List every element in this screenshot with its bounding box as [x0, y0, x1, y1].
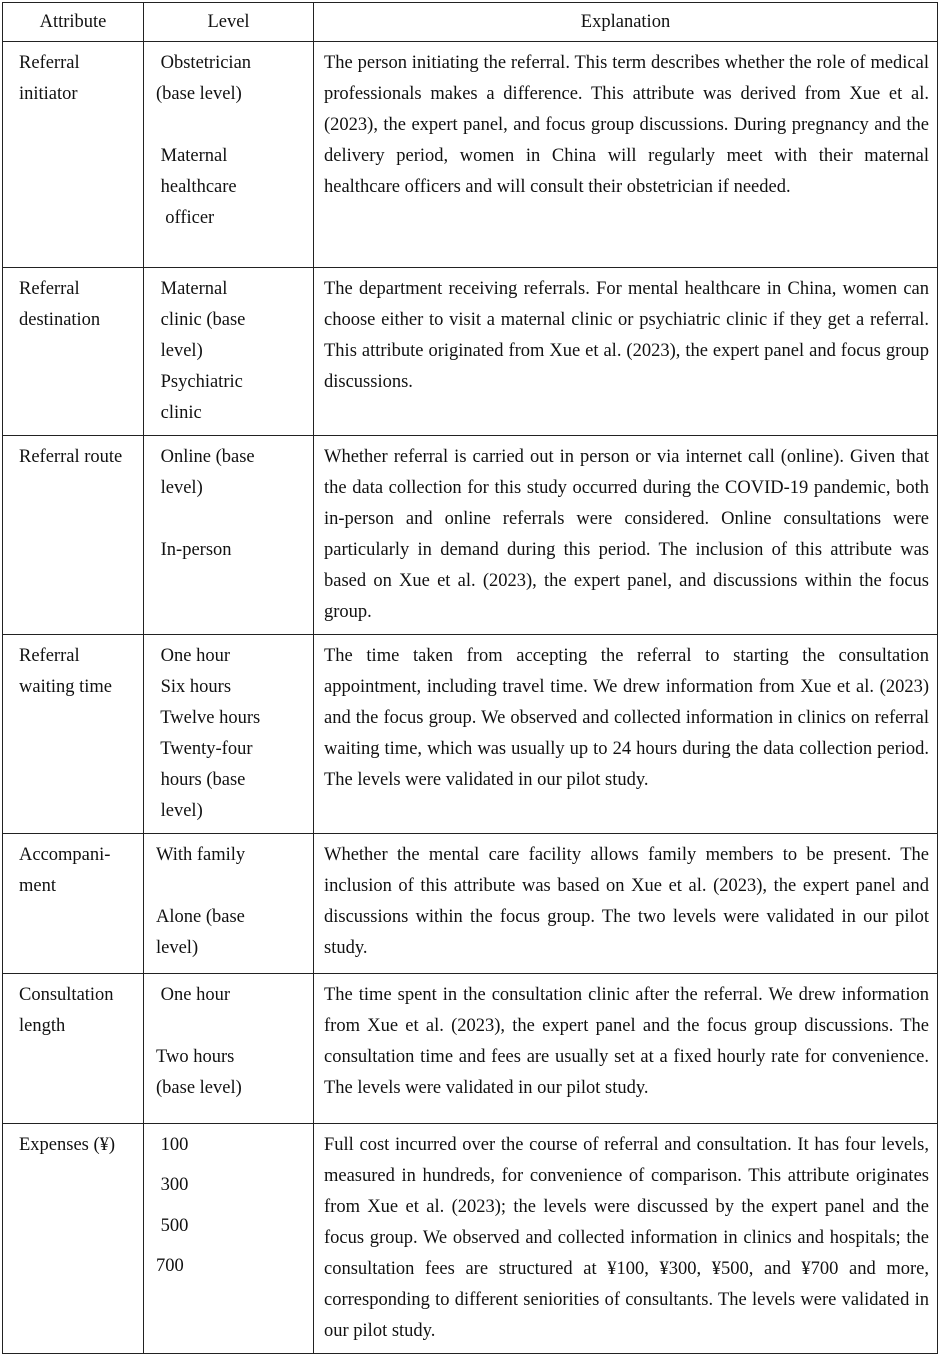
level-option: [156, 367, 307, 429]
level-spacer: [156, 504, 307, 535]
explanation-cell: [314, 1124, 938, 1354]
table-body: [3, 42, 938, 1354]
level-option: [156, 442, 307, 504]
level-line: One hour: [156, 646, 230, 666]
attributes-table: [2, 2, 938, 1354]
level-option: [156, 1042, 307, 1104]
level-line: Obstetrician: [156, 53, 252, 73]
attribute-name-line: length: [19, 1016, 66, 1036]
attribute-cell: [3, 268, 144, 436]
explanation-text: The time taken from accepting the referral to starting the consultation appointment, including travel time. We drew information from Xue et al. (2023) and the focus group. We observed and collected information in clinics on referral waiting time, which was usually up to 24 hours during the data collection period. The levels were validated in our pilot study.: [324, 646, 929, 790]
level-line: level): [156, 801, 203, 821]
attribute-cell: [3, 42, 144, 268]
level-line: Alone (base: [156, 907, 245, 927]
attribute-cell: [3, 1124, 144, 1354]
explanation-text: The time spent in the consultation clinic after the referral. We drew information from Xue et al. (2023), the expert panel and the focus group discussions. The consultation time and fees are usually set at a fixed hourly rate for convenience. The levels were validated in our pilot study.: [324, 985, 929, 1098]
table-row: [3, 42, 938, 268]
level-option: [156, 980, 307, 1011]
header-attribute: Attribute: [3, 3, 144, 42]
attribute-name-line: Referral: [19, 279, 80, 299]
level-option: [156, 274, 307, 367]
attribute-name-line: Consultation: [19, 985, 114, 1005]
level-line: Twenty-four: [156, 739, 253, 759]
level-spacer: [156, 110, 307, 141]
attribute-cell: [3, 635, 144, 834]
attribute-name-line: initiator: [19, 84, 78, 104]
level-line: 300: [156, 1175, 189, 1196]
level-spacer: [156, 1011, 307, 1042]
level-line: hours (base: [156, 770, 246, 790]
level-option: [156, 141, 307, 234]
header-level: Level: [144, 3, 314, 42]
level-cell: [144, 635, 314, 834]
explanation-text: Full cost incurred over the course of referral and consultation. It has four levels, measured in hundreds, for convenience of comparison. This attribute originates from Xue et al. (2023); the levels were discussed by the expert panel and the focus group. We observed and collected information in clinics and hospitals; the consultation fees are structured at ¥100, ¥300, ¥500, and ¥700 and more, corresponding to different seniorities of consultants. The levels were validated in our pilot study.: [324, 1135, 929, 1341]
level-line: level): [156, 478, 203, 498]
level-line: Online (base: [156, 447, 255, 467]
level-line: clinic: [156, 403, 202, 423]
level-spacer: [156, 1242, 307, 1251]
table-row: [3, 635, 938, 834]
header-explanation: Explanation: [314, 3, 938, 42]
level-line: 700: [156, 1255, 184, 1276]
level-cell: [144, 1124, 314, 1354]
attribute-cell: [3, 834, 144, 974]
level-option: [156, 1251, 307, 1282]
level-option: [156, 1130, 307, 1161]
attribute-name-line: destination: [19, 310, 101, 330]
attribute-name-line: ment: [19, 876, 56, 896]
table-row: [3, 436, 938, 635]
explanation-cell: [314, 268, 938, 436]
level-option: [156, 535, 307, 566]
level-option: [156, 840, 307, 871]
level-cell: [144, 268, 314, 436]
attribute-name-line: Referral: [19, 646, 80, 666]
level-cell: [144, 436, 314, 635]
level-line: Psychiatric: [156, 372, 243, 392]
level-option: [156, 1211, 307, 1242]
level-line: Six hours: [156, 677, 232, 697]
level-spacer: [156, 1201, 307, 1210]
level-option: [156, 1170, 307, 1201]
level-spacer: [156, 871, 307, 902]
explanation-text: The person initiating the referral. This term describes whether the role of medical professionals makes a difference. This attribute was derived from Xue et al. (2023), the expert panel, and focus group discussions. During pregnancy and the delivery period, women in China will regularly meet with their maternal healthcare officers and will consult their obstetrician if needed.: [324, 53, 929, 197]
level-cell: [144, 42, 314, 268]
table-row: [3, 1124, 938, 1354]
attribute-name-line: Referral: [19, 53, 80, 73]
explanation-text: Whether referral is carried out in person or via internet call (online). Given that the data collection for this study occurred during the COVID-19 pandemic, both in-person and online referrals were considered. Online consultations were particularly in demand during this period. The inclusion of this attribute was based on Xue et al. (2023), the expert panel, and discussions within the focus group.: [324, 447, 929, 622]
level-cell: [144, 974, 314, 1124]
level-line: Maternal: [156, 279, 228, 299]
explanation-cell: [314, 834, 938, 974]
attribute-name-line: waiting time: [19, 677, 112, 697]
level-line: healthcare: [156, 177, 237, 197]
header-row: [3, 3, 938, 42]
explanation-cell: [314, 436, 938, 635]
level-line: (base level): [156, 84, 242, 104]
level-line: Maternal: [156, 146, 228, 166]
explanation-text: The department receiving referrals. For mental healthcare in China, women can choose either to visit a maternal clinic or psychiatric clinic if they get a referral. This attribute originated from Xue et al. (2023), the expert panel and focus group discussions.: [324, 279, 929, 392]
level-line: Twelve hours: [156, 708, 261, 728]
level-line: One hour: [156, 985, 230, 1005]
level-spacer: [156, 1161, 307, 1170]
explanation-cell: [314, 635, 938, 834]
attribute-name-line: Accompani-: [19, 845, 111, 865]
attribute-cell: [3, 974, 144, 1124]
level-line: level): [156, 938, 199, 958]
level-line: level): [156, 341, 203, 361]
level-cell: [144, 834, 314, 974]
attribute-cell: [3, 436, 144, 635]
attribute-name-line: Expenses (¥): [19, 1135, 116, 1155]
level-option: [156, 48, 307, 110]
level-line: 500: [156, 1215, 189, 1236]
level-line: 100: [156, 1135, 189, 1155]
level-line: Two hours: [156, 1047, 235, 1067]
level-line: officer: [156, 208, 215, 228]
explanation-cell: [314, 974, 938, 1124]
attribute-name-line: Referral route: [19, 447, 123, 467]
table-row: [3, 834, 938, 974]
level-line: With family: [156, 845, 246, 865]
explanation-text: Whether the mental care facility allows family members to be present. The inclusion of this attribute was based on Xue et al. (2023), the expert panel and discussions within the focus group. The two levels were validated in our pilot study.: [324, 845, 929, 958]
table-row: [3, 974, 938, 1124]
level-option: [156, 902, 307, 964]
level-line: In-person: [156, 540, 232, 560]
explanation-cell: [314, 42, 938, 268]
table-row: [3, 268, 938, 436]
level-line: (base level): [156, 1078, 242, 1098]
level-option: [156, 641, 307, 827]
level-line: clinic (base: [156, 310, 246, 330]
